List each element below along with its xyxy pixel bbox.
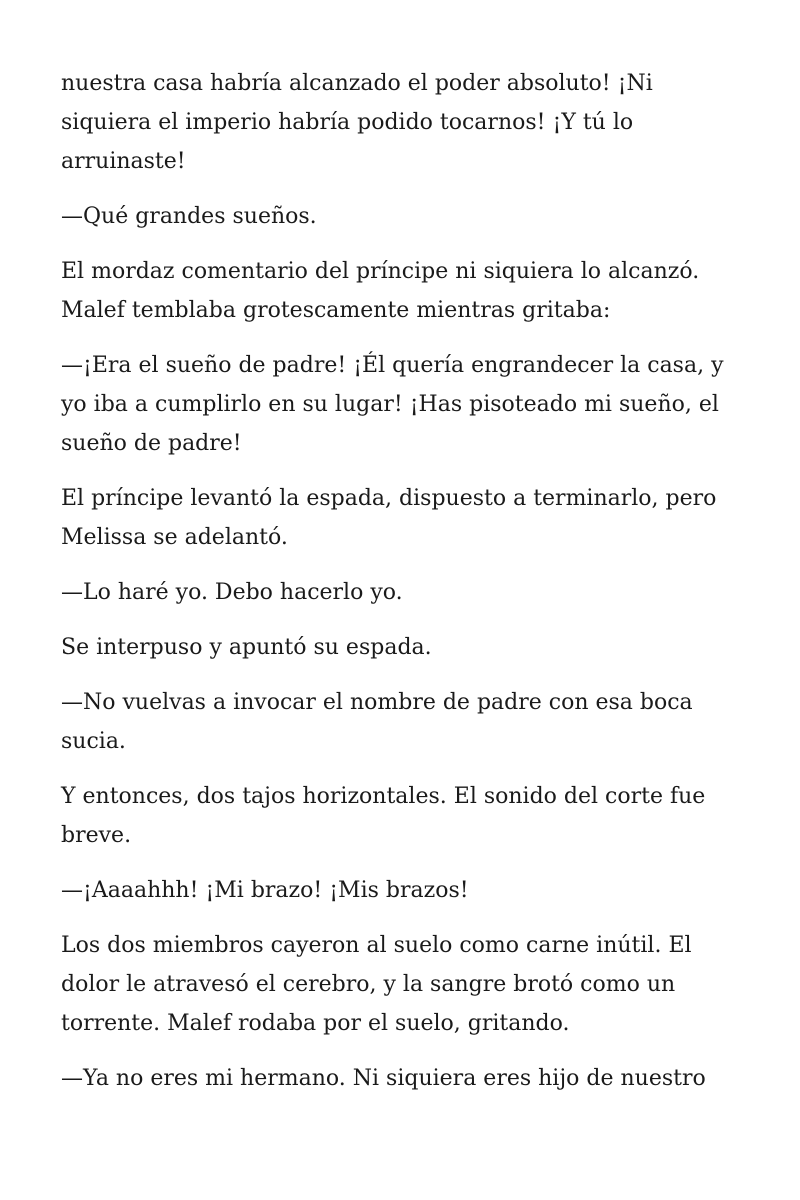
dialogue-line: —Lo haré yo. Debo hacerlo yo. — [61, 580, 403, 605]
paragraph: El mordaz comentario del príncipe ni siquiera lo alcanzó. Malef temblaba grotescamente mientras gritaba: — [61, 259, 700, 323]
paragraph: Los dos miembros cayeron al suelo como carne inútil. El dolor le atravesó el cerebro, y la sangre brotó como un torrente. Malef rodaba por el suelo, gritando. — [61, 933, 692, 1036]
paragraph: Y entonces, dos tajos horizontales. El sonido del corte fue breve. — [61, 784, 706, 848]
paragraph: El príncipe levantó la espada, dispuesto a terminarlo, pero Melissa se adelantó. — [61, 486, 717, 550]
book-page — [61, 64, 751, 1114]
paragraph: nuestra casa habría alcanzado el poder absoluto! ¡Ni siquiera el imperio habría podido tocarnos! ¡Y tú lo arruinaste! — [61, 71, 653, 174]
dialogue-line: —¡Era el sueño de padre! ¡Él quería engrandecer la casa, y yo iba a cumplirlo en su lugar! ¡Has pisoteado mi sueño, el sueño de padre! — [61, 353, 724, 456]
paragraph: Se interpuso y apuntó su espada. — [61, 635, 432, 660]
dialogue-line: —No vuelvas a invocar el nombre de padre con esa boca sucia. — [61, 690, 693, 754]
dialogue-line: —Ya no eres mi hermano. Ni siquiera eres hijo de nuestro — [61, 1066, 706, 1091]
dialogue-line: —Qué grandes sueños. — [61, 204, 317, 229]
dialogue-line: —¡Aaaahhh! ¡Mi brazo! ¡Mis brazos! — [61, 878, 469, 903]
